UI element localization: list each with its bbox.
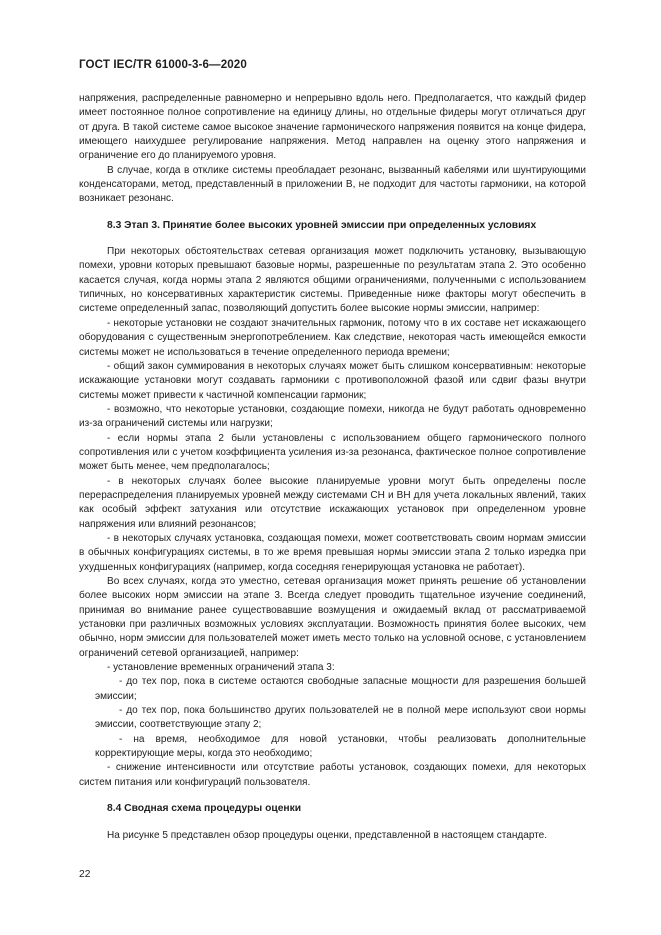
section-heading-8-4: 8.4 Сводная схема процедуры оценки [107,803,302,815]
paragraph-figure-5-reference: На рисунке 5 представлен обзор процедуры оценки, представленной в настоящем стандарте. [107,829,548,841]
list-item-summation-law: - общий закон суммирования в некоторых случаях может быть слишком консервативным: некоторые искажающие установки могут создавать гармоники с противоположной фазой или сдвиг фазы внутри системы может привести к частичной компенсации гармоник; [79,360,586,401]
list-item-planning-levels: - в некоторых случаях более высокие планируемые уровни могут быть определены после перераспределения планируемых уровней между системами СН и ВН для учета локальных явлений, таких как особый эффект затухания или отсутствие искажающих установок при определенном уровне напряжения или влияний резонансов; [79,475,586,530]
paragraph-resonance-note: В случае, когда в отклике системы преобладает резонанс, вызванный кабелями или шунтирующими конденсаторами, метод, представленный в приложении В, не подходит для частоты гармоники, на которой возникает резонанс. [79,164,586,205]
paragraph-continuation: напряжения, распределенные равномерно и непрерывно вдоль него. Предполагается, что каждый фидер имеет постоянное полное сопротивление на единицу длины, но отдельные фидеры могут отличаться друг от друга. В такой системе самое высокое значение гармонического напряжения появится на конце фидера, имеющего наихудшее регулирование напряжения. Метод направлен на оценку этого напряжения и ограничение его до планируемого уровня. [79,93,586,162]
list-item-temporary-limits: - установление временных ограничений этапа 3: [107,662,335,674]
page-number: 22 [79,869,91,880]
paragraph-stage3-decision: Во всех случаях, когда это уместно, сетевая организация может принять решение об установлении более высоких норм эмиссии на этапе 3. Всегда следует проводить тщательное изучение соединений, принимая во внимание ранее существовавшие возмущения и ожидаемый вклад от рассматриваемой установки при различных возможных условиях эксплуатации. Возможность принятия более высоких, чем обычно, норм эмиссии для пользователей может иметь место только на условной основе, с установлением ограничений сетевой организацией, например: [79,576,586,659]
document-header: ГОСТ IEC/TR 61000-3-6—2020 [79,58,247,71]
section-heading-8-3: 8.3 Этап 3. Принятие более высоких уровней эмиссии при определенных условиях [107,219,537,231]
list-item-reduced-operation: - снижение интенсивности или отсутствие работы установок, создающих помехи, для некоторых систем питания или конфигураций пользователя. [79,762,586,788]
list-item-impedance: - если нормы этапа 2 были установлены с использованием общего гармонического полного сопротивления или с учетом коэффициента усиления из-за резонанса, фактическое полное сопротивление может быть менее, чем предполагалось; [79,432,586,473]
sublist-item-corrective-measures: - на время, необходимое для новой установки, чтобы реализовать дополнительные корректирующие меры, когда это необходимо; [95,733,586,760]
paragraph-stage3-intro: При некоторых обстоятельствах сетевая организация может подключить установку, вызывающую помехи, уровни которых превышают базовые нормы, разрешенные по результатам этапа 2. Это особенно касается случая, когда нормы этапа 2 являются общими ограничениями, полученными с использованием типичных, но консервативных характеристик системы. Приведенные ниже факторы могут обеспечить в системе определенный запас, позволяющий допустить более высокие нормы эмиссии, например: [79,246,586,315]
sublist-item-other-users: - до тех пор, пока большинство других пользователей не в полной мере используют свои нормы эмиссии, соответствующие этапу 2; [95,705,586,731]
list-item-no-distortion: - некоторые установки не создают значительных гармоник, потому что в их составе нет искажающего оборудования с существенным энергопотреблением. Как следствие, некоторая часть имеющейся емкости системы может не использоваться в течение определенного периода времени; [79,317,586,358]
list-item-not-simultaneous: - возможно, что некоторые установки, создающие помехи, никогда не будут работать одновременно из-за ограничений системы или нагрузки; [79,403,586,430]
sublist-item-spare-capacity: - до тех пор, пока в системе остаются свободные запасные мощности для разрешения большей эмиссии; [95,676,586,702]
list-item-degraded-config: - в некоторых случаях установка, создающая помехи, может соответствовать своим нормам эмиссии в обычных конфигурациях системы, в то же время превышая нормы эмиссии этапа 2 только изредка при ухудшенных конфигурациях (например, когда соседняя генерирующая установка не работает). [79,532,586,573]
document-body [79,92,586,843]
